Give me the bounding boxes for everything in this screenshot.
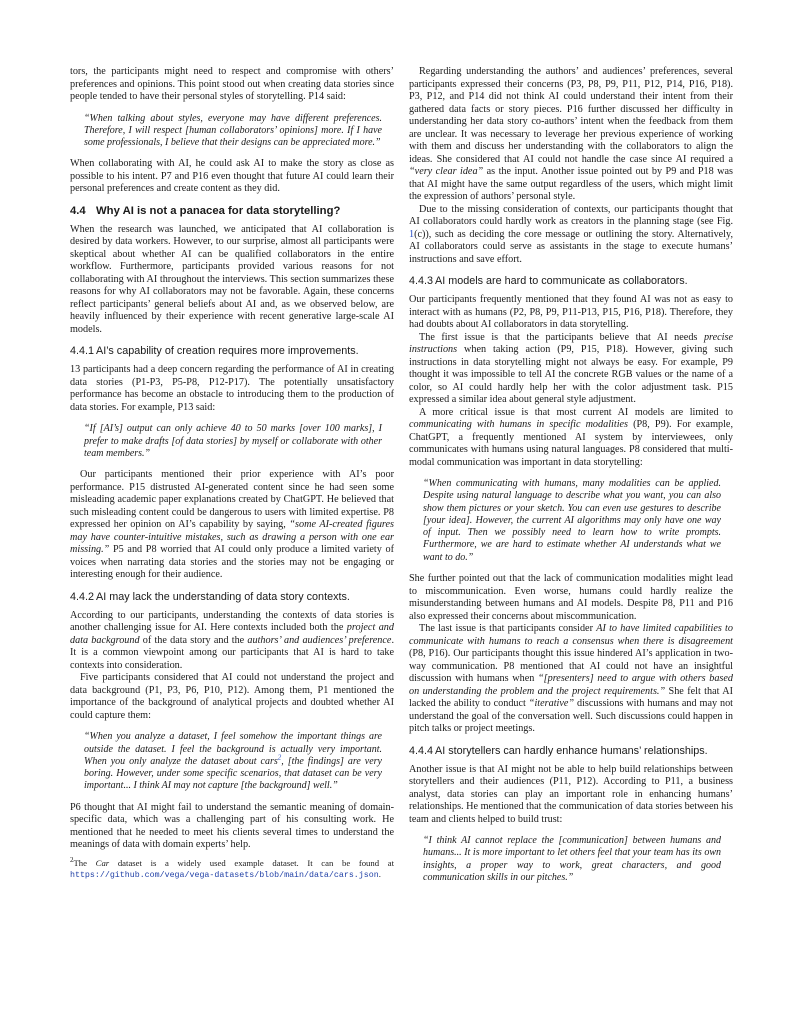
right-column [409, 66, 733, 893]
subsection-title: AI models are hard to communicate as collaborators. [435, 275, 688, 287]
paragraph: A more critical issue is that most current AI models are limited to communicating with humans in specific modalities (P8, P9). For example, ChatGPT, a frequently mentioned AI system by interviewees, only communicates with humans using natural languages. P8 considered that multi-modal communication was important in data storytelling: [409, 406, 733, 468]
left-column [70, 66, 394, 881]
paragraph: Five participants considered that AI could not understand the project and data background (P1, P3, P6, P10, P12). Among them, P1 mentioned the importance of the background of analytical projects and doubted whether AI could capture them: [70, 672, 394, 721]
paragraph: Due to the missing consideration of contexts, our participants thought that AI collaborators could hardly work as creators in the planning stage (see Fig. 1(c)), such as deciding the core message or outlining the story. Alternatively, AI collaborators could serve as assistants in the stage to execute humans’ instructions and save effort. [409, 203, 733, 265]
block-quote: “When you analyze a dataset, I feel somehow the important things are outside the dataset. I feel the background is actually very important. When you only analyze the dataset about cars$^2$, [the findings] are very boring. However, under some specific scenarios, that dataset can be very important... I think AI may not capture [the background] well.” [84, 731, 382, 792]
paragraph: Our participants mentioned their prior experience with AI’s poor performance. P15 distrusted AI-generated content since he had seen some misleading academic paper explanations created by ChatGPT. He believed that such misleading content could be dangerous to users with limited expertise. P8 expressed her opinion on AI’s capability by saying, “some AI-created figures may have counter-intuitive mistakes, such as drawing a person with one ear missing.” P5 and P8 worried that AI could only produce a limited variety of voices when narrating data stories and the stories may not be engaging or interesting enough for their audience. [70, 469, 394, 581]
block-quote: “When talking about styles, everyone may have different preferences. Therefore, I will respect [human collaborators’ opinions] more. If I have some professionals, I believe that their designs can be appreciated more.” [84, 112, 382, 149]
paragraph: The first issue is that the participants believe that AI needs precise instructions when taking action (P9, P15, P18). However, giving such instructions in data storytelling might not always be easy. For example, P9 thought it was impossible to tell AI the concrete RGB values or the name of a color, so AI could hardly help her with the color adjustment task. P15 expressed a similar idea about general style adjustment. [409, 331, 733, 405]
section-number: 4.4 [70, 204, 86, 217]
footnote-ref[interactable]: 2 [277, 753, 282, 762]
subsection-title: AI may lack the understanding of data story contexts. [96, 590, 350, 603]
paragraph: P6 thought that AI might fail to understand the semantic meaning of domain-specific data, which was a challenging part of his consulting work. He mentioned that he needed to meet his clients several times to understand the meanings of data with domain experts’ help. [70, 801, 394, 851]
footnote-url-link[interactable]: https://github.com/vega/vega-datasets/blob/main/data/cars.json [70, 870, 379, 880]
subsection-number: 4.4.3 [409, 275, 434, 287]
subsection-number: 4.4.4 [409, 744, 434, 757]
paragraph: When collaborating with AI, he could ask AI to make the story as close as possible to his intent. P7 and P16 even thought that future AI could learn their personal preferences and create content as they did. [70, 158, 394, 195]
block-quote: “If [AI’s] output can only achieve 40 to 50 marks [over 100 marks], I prefer to make drafts [of data stories] by myself or collaborate with other team members.” [84, 423, 382, 459]
subsection-number: 4.4.1 [70, 345, 95, 358]
paragraph: tors, the participants might need to respect and compromise with others’ preferences and opinions. This point stood out when creating data stories since people tended to have their personal styles of storytelling. P14 said: [70, 66, 394, 102]
section-heading [70, 205, 394, 218]
paragraph: Another issue is that AI might not be able to help build relationships between storytellers and their audiences (P11, P12). According to P11, a business analyst, data stories can play an important role in enhancing humans’ relationships. He mentioned that the communication of data stories between his team and clients helped to build trust: [409, 763, 733, 825]
paragraph: 13 participants had a deep concern regarding the performance of AI in creating data stories (P1-P3, P5-P8, P12-P17). The potentially unsatisfactory performance has become an obstacle to introducing them to the production of data stories. For example, P13 said: [70, 364, 394, 413]
subsection-heading [409, 745, 733, 758]
paragraph: According to our participants, understanding the contexts of data stories is another challenging issue for AI. Here contexts included both the project and data background of the data story and the authors’ and audiences’ preference. It is a common viewpoint among our participants that AI is hard to take contexts into consideration. [70, 609, 394, 671]
subsection-title: AI’s capability of creation requires more improvements. [96, 345, 359, 358]
paragraph: The last issue is that participants consider AI to have limited capabilities to communicate with humans to reach a consensus when there is disagreement (P8, P16). Our participants thought this issue hindered AI’s application in two-way communication. P8 mentioned that AI could not have an insightful discussion with humans when “[presenters] need to argue with others based on understanding the problem and the project requirements.” She felt that AI lacked the ability to conduct “iterative” discussions with humans and may not understand the goal of the conversation well. Such discussions could happen in pitch talks or project meetings. [409, 623, 733, 735]
subsection-title: AI storytellers can hardly enhance humans’ relationships. [435, 744, 708, 757]
footnote: $^2$The Car dataset is a widely used example dataset. It can be found at https://github.com/vega/vega-datasets/blob/main/data/cars.json. [70, 855, 394, 880]
figure-ref-link[interactable]: 1 [409, 228, 415, 240]
subsection-number: 4.4.2 [70, 590, 95, 603]
subsection-heading [70, 591, 394, 604]
block-quote: “I think AI cannot replace the [communication] between humans and humans... It is more important to let others feel that your team has its own insights, a proper way to work, great characters, and good communication skills in our pitches.” [423, 835, 721, 883]
paragraph: She further pointed out that the lack of communication modalities might lead to miscommunication. Even worse, humans could hardly realize the misunderstanding between humans and AI models. Despite P8, P11 and P16 also expressed their concerns about miscommunication. [409, 573, 733, 622]
section-title: Why AI is not a panacea for data storytelling? [96, 204, 341, 217]
subsection-heading [70, 345, 394, 358]
paragraph: Regarding understanding the authors’ and audiences’ preferences, several participants expressed their concerns (P3, P8, P9, P11, P12, P14, P16, P18). P3, P12, and P14 did not think AI could understand their intent from their gathered data facts or story pieces. P16 further discussed her difficulty in understanding her data story co-authors’ intent when the feedback from them are unclear. It was necessary to leverage her previous experience of working with them and discuss her understanding with the collaborators to align the ideas. She considered that AI could not handle the case since AI required a “very clear idea” as the input. Another issue pointed out by P9 and P18 was that AI might have the same output regardless of the users, which might limit the expression of authors’ personal style. [409, 66, 733, 202]
subsection-heading [409, 275, 733, 288]
block-quote: “When communicating with humans, many modalities can be applied. Despite using natural language to describe what you want, you can also show them pictures or your sketch. You can even use gestures to describe [your idea]. However, the current AI algorithms may only have one way of input. Then we possibly need to learn how to write prompts. Furthermore, we are hard to estimate whether AI understands what we want to do.” [423, 478, 721, 563]
paragraph: Our participants frequently mentioned that they found AI was not as easy to interact with as humans (P2, P8, P9, P11-P13, P15, P16, P18). Therefore, they had doubts about AI collaborators in data storytelling. [409, 294, 733, 330]
paragraph: When the research was launched, we anticipated that AI collaboration is desired by data workers. However, to our surprise, almost all participants were skeptical about whether AI can be qualified collaborators in the entire workflow. Furthermore, participants provided various reasons for not collaborating with AI throughout the interviews. This section summarizes these reasons for why AI collaborators may not be favorable. Again, these concerns reflect participants’ general beliefs about AI and, as we observed below, are heavily influenced by their experience with recent generative large-scale AI models. [70, 223, 394, 335]
